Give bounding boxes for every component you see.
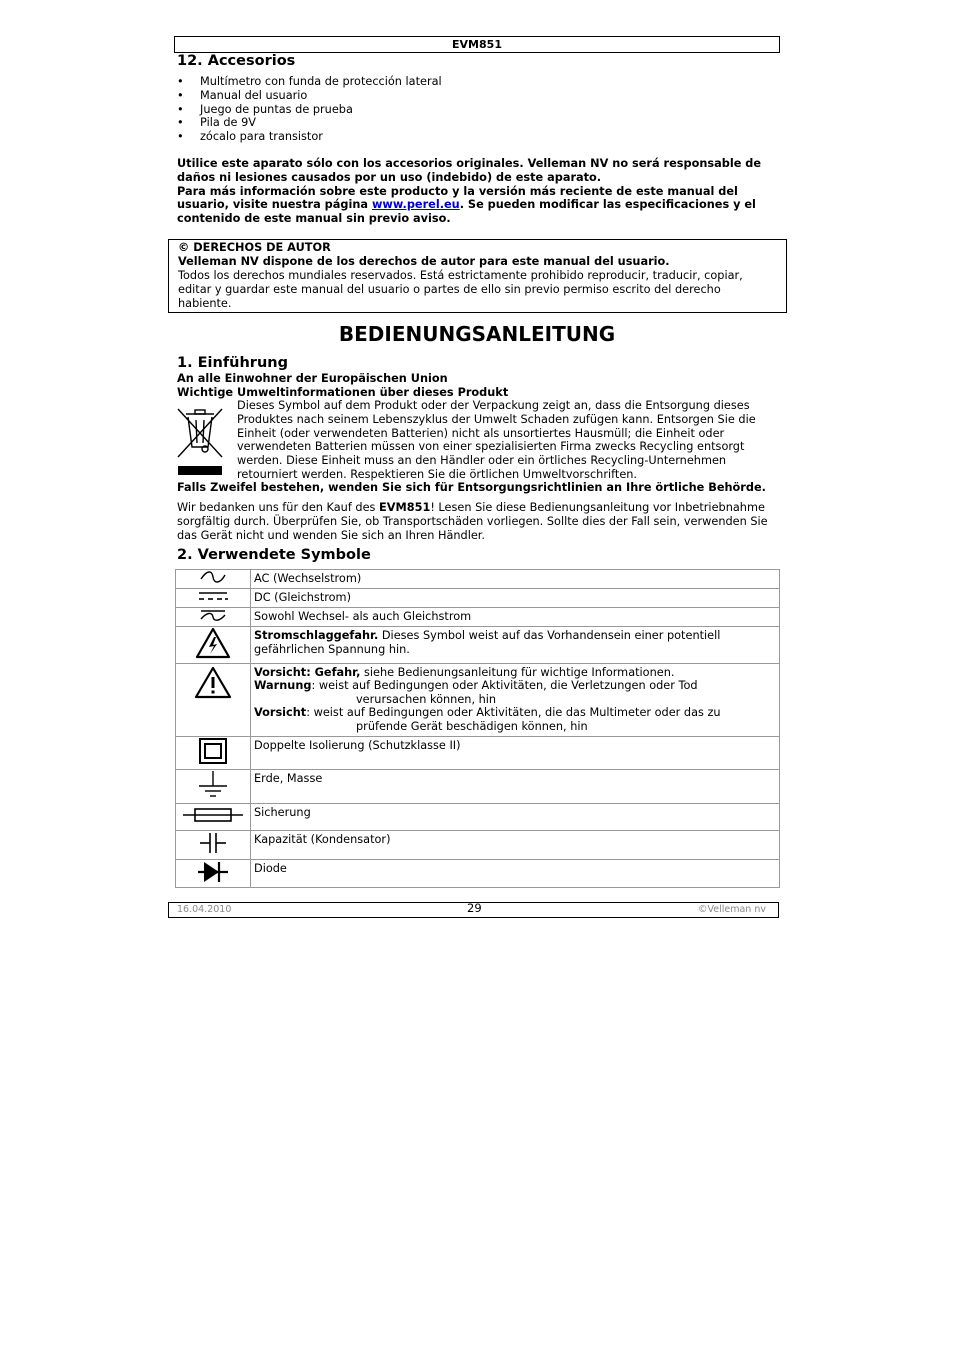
copyright-line: habiente. bbox=[178, 297, 232, 310]
table-row bbox=[176, 736, 780, 769]
caution-bold: Vorsicht: Gefahr, bbox=[254, 665, 361, 679]
shock-line2: gefährlichen Spannung hin. bbox=[254, 642, 410, 656]
copyright-line: Todos los derechos mundiales reservados. Está estrictamente prohibido reproducir, traducir, copiar, bbox=[178, 269, 743, 282]
vors-bold: Vorsicht bbox=[254, 706, 307, 720]
vors-rest: : weist auf Bedingungen oder Aktivitäten, die das Multimeter oder das zu bbox=[306, 706, 721, 720]
table-row bbox=[176, 589, 780, 608]
table-row bbox=[176, 804, 780, 831]
weee-line: verwendeten Batterien müssen von einer spezialisierten Firma zwecks Recycling entsorgt bbox=[237, 440, 745, 453]
thanks-line: sorgfältig durch. Überprüfen Sie, ob Transportschäden vorliegen. Sollte dies der Fall sein, verwenden Sie bbox=[177, 515, 768, 528]
weee-line: retourniert werden. Respektieren Sie die örtlichen Umweltvorschriften. bbox=[237, 468, 638, 481]
caution-rest: siehe Bedienungsanleitung für wichtige Informationen. bbox=[360, 665, 675, 679]
table-row bbox=[176, 831, 780, 860]
list-item: • Pila de 9V bbox=[177, 116, 442, 130]
table-row bbox=[176, 608, 780, 627]
symbol-table bbox=[175, 569, 780, 888]
einfuehrung-sub1: An alle Einwohner der Europäischen Union bbox=[177, 372, 448, 385]
table-row bbox=[176, 859, 780, 888]
weee-line: werden. Diese Einheit muss an den Händler oder ein örtliches Recycling-Unternehmen bbox=[237, 454, 727, 467]
table-row bbox=[176, 570, 780, 589]
table-row bbox=[176, 663, 780, 736]
table-row bbox=[176, 769, 780, 804]
weee-line: Einheit (oder verwendeten Batterien) nicht als unsortiertes Hausmüll; die Einheit oder bbox=[237, 427, 725, 440]
accesorios-heading: 12. Accesorios bbox=[177, 53, 296, 69]
weee-line: Dieses Symbol auf dem Produkt oder der Verpackung zeigt an, dass die Entsorgung dieses bbox=[237, 399, 750, 412]
diode-icon bbox=[197, 860, 229, 884]
symbol-desc-shock bbox=[251, 627, 780, 664]
thanks-model: EVM851 bbox=[379, 501, 431, 514]
einfuehrung-sub2: Wichtige Umweltinformationen über dieses Produkt bbox=[177, 386, 509, 399]
thanks-line: das Gerät nicht und wenden Sie sich an Ihren Händler. bbox=[177, 529, 485, 542]
fuse-icon bbox=[183, 806, 243, 824]
note-text: . Se pueden modificar las especificaciones y el bbox=[459, 198, 756, 211]
ac-icon bbox=[198, 571, 228, 583]
symbol-desc-fuse: Sicherung bbox=[251, 804, 780, 831]
accesorios-list bbox=[177, 75, 442, 144]
ground-icon bbox=[196, 770, 230, 800]
ac-dc-icon bbox=[198, 608, 228, 622]
dc-icon bbox=[197, 590, 229, 602]
warning-icon bbox=[194, 666, 232, 699]
symbol-desc-acdc: Sowohl Wechsel- als auch Gleichstrom bbox=[251, 608, 780, 627]
copyright-bold-line: Velleman NV dispone de los derechos de autor para este manual del usuario. bbox=[178, 255, 670, 268]
footer-date: 16.04.2010 bbox=[177, 904, 232, 915]
symbol-desc-caution bbox=[251, 663, 780, 736]
list-item: • zócalo para transistor bbox=[177, 130, 442, 144]
page-number: 29 bbox=[467, 901, 482, 915]
einfuehrung-heading: 1. Einführung bbox=[177, 355, 288, 371]
capacitor-icon bbox=[198, 831, 228, 855]
header-model: EVM851 bbox=[174, 36, 780, 53]
list-item: • Manual del usuario bbox=[177, 89, 442, 103]
double-insulation-icon bbox=[198, 737, 228, 765]
list-item: • Juego de puntas de prueba bbox=[177, 103, 442, 117]
warn-bold: Warnung bbox=[254, 679, 312, 693]
footer-copyright: ©Velleman nv bbox=[698, 904, 766, 915]
page-title: BEDIENUNGSANLEITUNG bbox=[338, 322, 616, 346]
symbol-desc-ground: Erde, Masse bbox=[251, 769, 780, 804]
vors-line2: prüfende Gerät beschädigen können, hin bbox=[356, 719, 588, 733]
thanks-post: ! Lesen Sie diese Bedienungsanleitung vor Inbetriebnahme bbox=[430, 501, 765, 514]
note-text: usuario, visite nuestra página bbox=[177, 198, 372, 211]
symbol-desc-double: Doppelte Isolierung (Schutzklasse II) bbox=[251, 736, 780, 769]
note-line: contenido de este manual sin previo aviso. bbox=[177, 212, 451, 225]
shock-bold: Stromschlaggefahr. bbox=[254, 629, 379, 642]
weee-bin-icon bbox=[176, 405, 224, 477]
weee-line: Produktes nach seinem Lebenszyklus der Umwelt Schaden zufügen kann. Entsorgen Sie die bbox=[237, 413, 756, 426]
shock-rest: Dieses Symbol weist auf das Vorhandensein einer potentiell bbox=[378, 629, 721, 642]
copyright-box bbox=[168, 239, 787, 313]
symbol-desc-dc: DC (Gleichstrom) bbox=[251, 589, 780, 608]
warn-rest: : weist auf Bedingungen oder Aktivitäten, die Verletzungen oder Tod bbox=[311, 679, 698, 693]
perel-link[interactable]: www.perel.eu bbox=[371, 198, 460, 211]
einfuehrung-bold-note: Falls Zweifel bestehen, wenden Sie sich für Entsorgungsrichtlinien an Ihre örtliche Behörde. bbox=[177, 481, 766, 494]
list-item: • Multímetro con funda de protección lateral bbox=[177, 75, 442, 89]
symbol-desc-diode: Diode bbox=[251, 859, 780, 888]
thanks-pre: Wir bedanken uns für den Kauf des bbox=[177, 501, 380, 514]
note-line-link bbox=[177, 198, 756, 212]
note-line: Para más información sobre este producto y la versión más reciente de este manual del bbox=[177, 185, 738, 198]
warn-line2: verursachen können, hin bbox=[356, 692, 497, 706]
note-line: Utilice este aparato sólo con los accesorios originales. Velleman NV no será responsable de bbox=[177, 157, 762, 170]
table-row bbox=[176, 627, 780, 664]
copyright-title: © DERECHOS DE AUTOR bbox=[178, 241, 331, 254]
symbol-desc-ac: AC (Wechselstrom) bbox=[251, 570, 780, 589]
copyright-line: editar y guardar este manual del usuario o partes de ello sin previo permiso escrito del derecho bbox=[178, 283, 721, 296]
electric-shock-icon bbox=[195, 627, 231, 659]
note-line: daños ni lesiones causados por un uso (indebido) de este aparato. bbox=[177, 171, 602, 184]
symbol-desc-cap: Kapazität (Kondensator) bbox=[251, 831, 780, 860]
symbole-heading: 2. Verwendete Symbole bbox=[177, 547, 371, 563]
